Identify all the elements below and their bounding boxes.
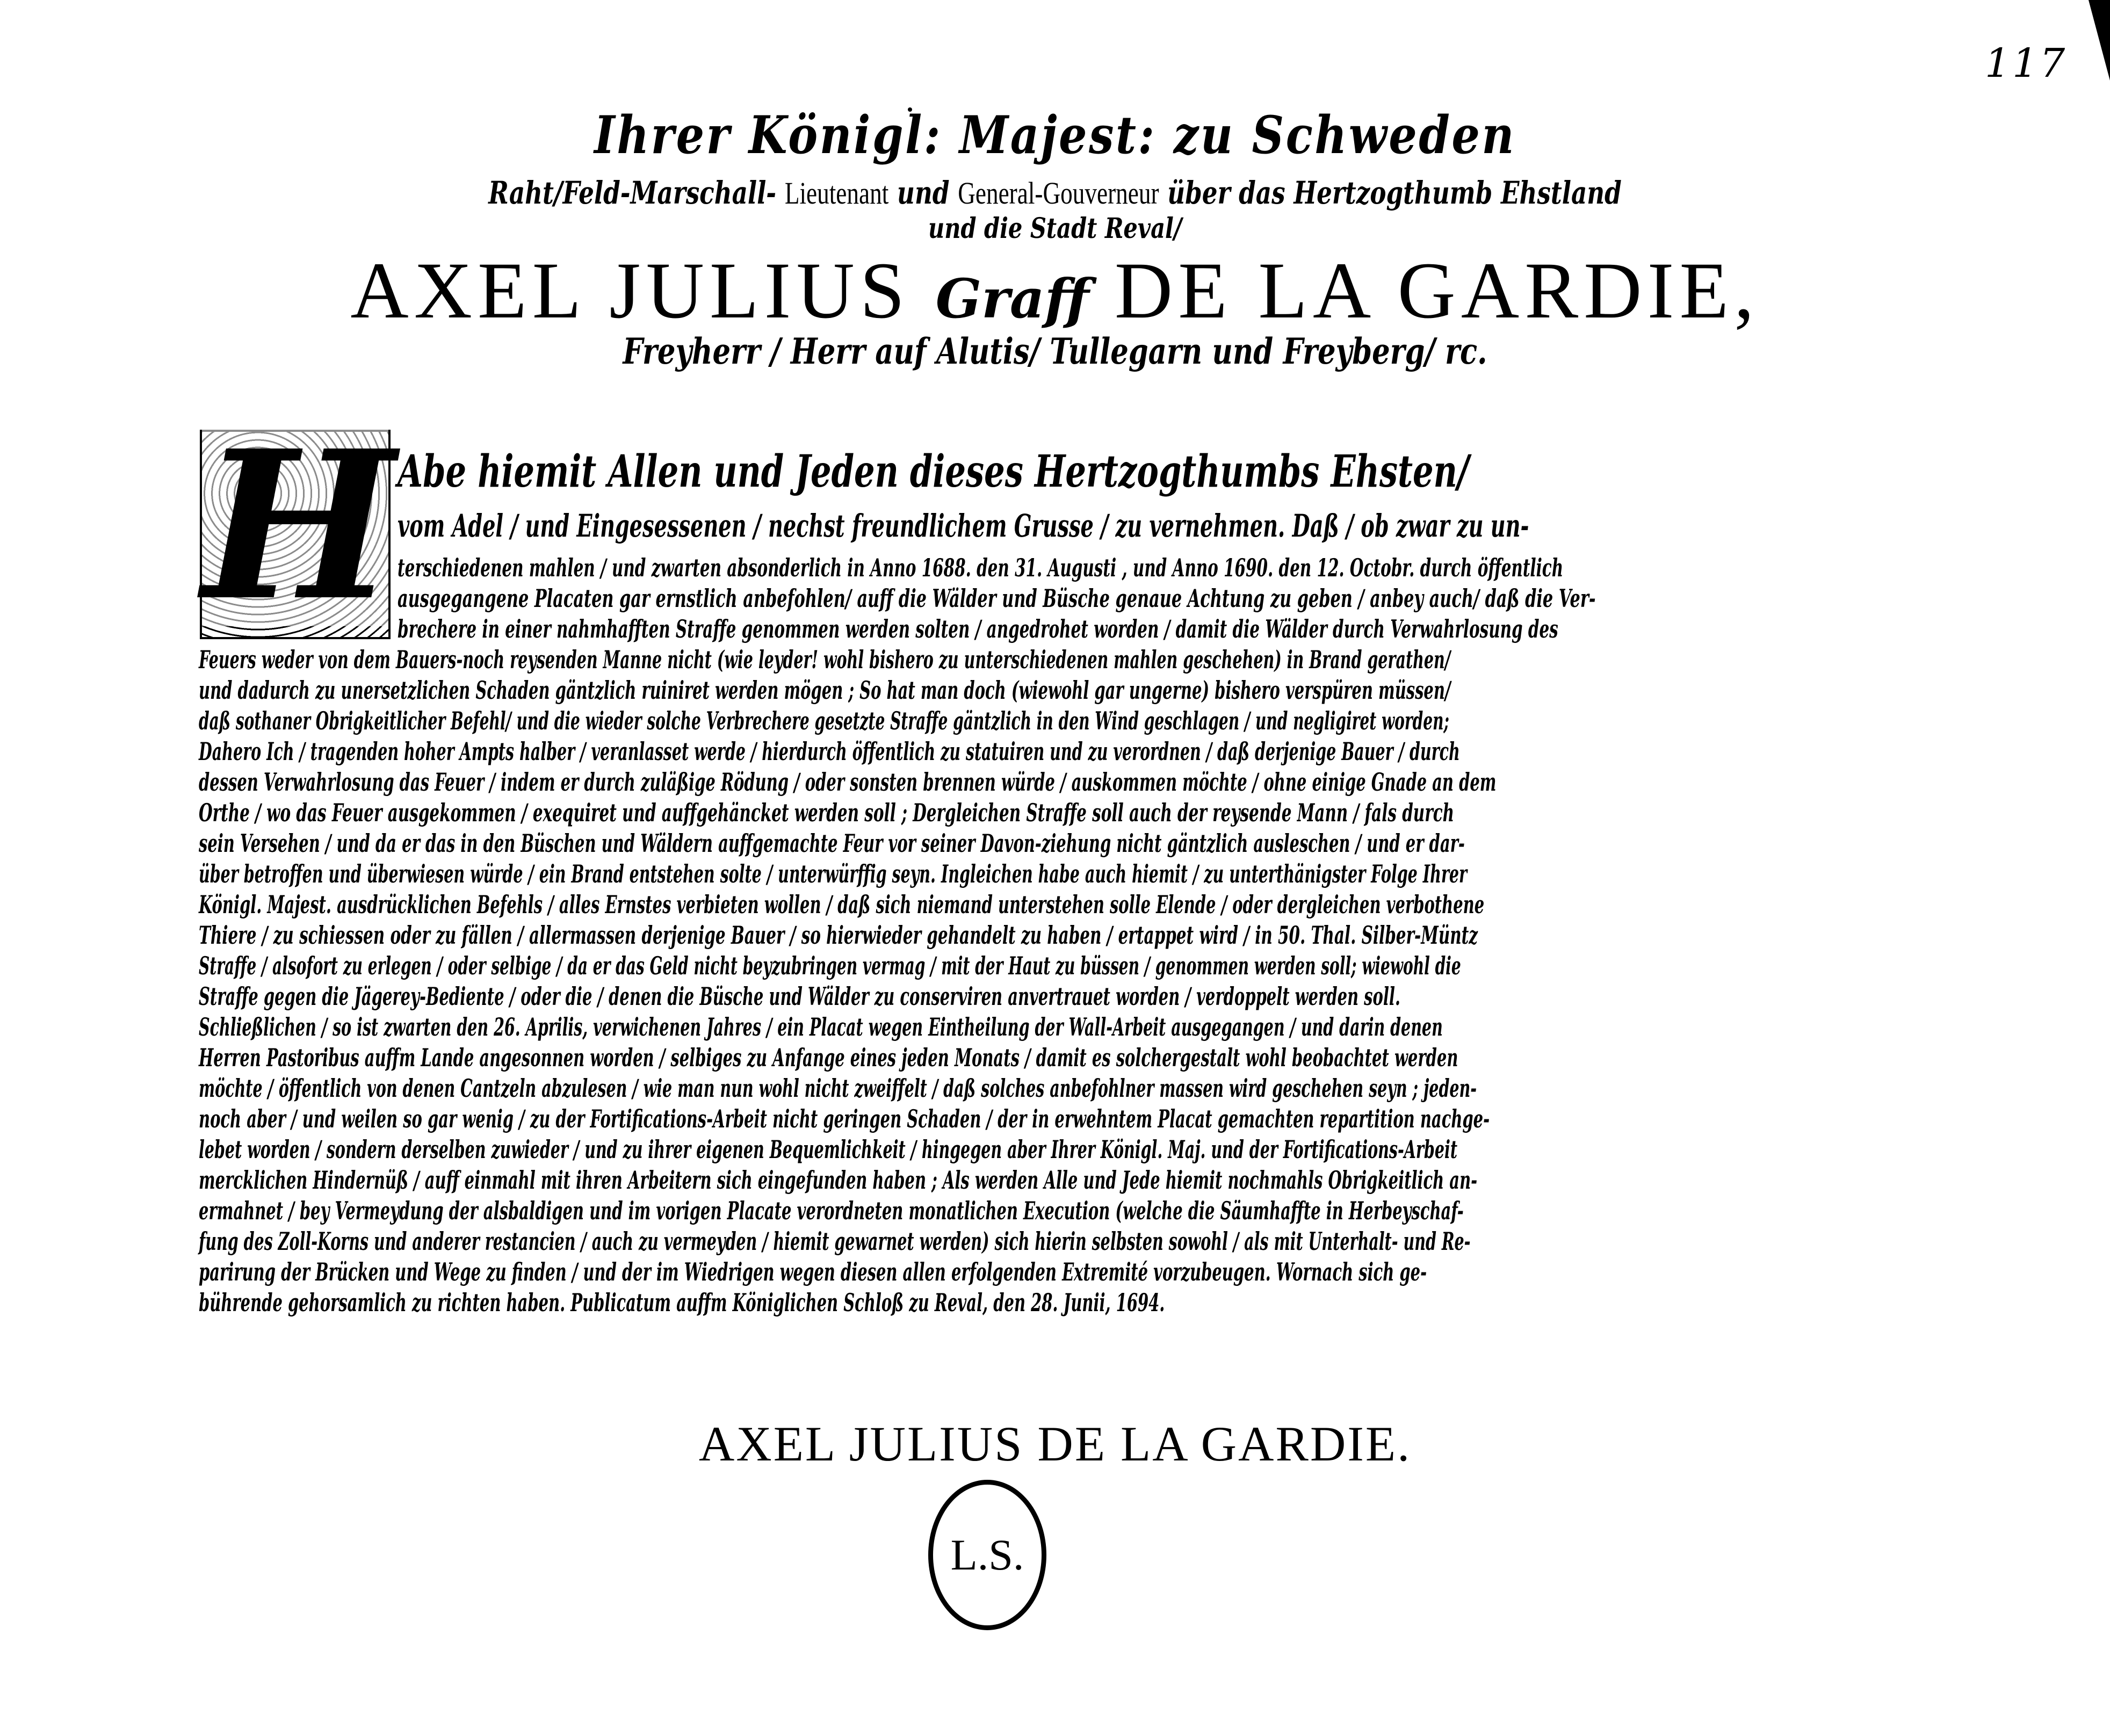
body-line: sein Versehen / und da er das in den Büschen und Wäldern auffgemachte Feur vor seiner Davon-ziehung nicht gäntzlich ausleschen / und er dar- [199, 829, 1465, 858]
body-line: möchte / öffentlich von denen Cantzeln abzulesen / wie man nun wohl nicht zweiffelt / daß solches anbefohlner massen wird geschehen seyn ; jeden- [199, 1074, 1477, 1103]
body-line: Schließlichen / so ist zwarten den 26. Aprilis, verwichenen Jahres / ein Placat wegen Eintheilung der Wall-Arbeit ausgegangen / und darin denen [199, 1012, 1443, 1041]
body-line: Thiere / zu schiessen oder zu fällen / allermassen derjenige Bauer / so hierwieder gehandelt zu haben / ertappet wird / in 50. Thal. Silber-Müntz [199, 921, 1478, 950]
body-line: Straffe gegen die Jägerey-Bediente / oder die / denen die Büsche und Wälder zu conserviren anvertrauet worden / verdoppelt werden soll. [199, 982, 1400, 1011]
heading-offices-part-a: Raht/Feld-Marschall- [488, 175, 777, 211]
seal-ellipse [928, 1480, 1046, 1630]
body-line: Abe hiemit Allen und Jeden dieses Hertzogthumbs Ehsten/ [398, 446, 1469, 497]
issuer-name-last: DE LA GARDIE, [1114, 246, 1760, 335]
issuer-titles: Freyherr / Herr auf Alutis/ Tullegarn und Freyberg/ rc. [623, 330, 1487, 372]
body-line: Straffe / alsofort zu erlegen / oder selbige / da er das Geld nicht beyzubringen vermag / mit der Haut zu büssen / genommen werden soll; wiewohl die [199, 951, 1461, 980]
seal-text: L.S. [950, 1530, 1024, 1579]
body-line: noch aber / und weilen so gar wenig / zu der Fortifications-Arbeit nicht geringen Schaden / der in erwehntem Placat gemachten repartition nachge- [199, 1104, 1490, 1133]
dropcap-letter: H [202, 406, 395, 646]
body-line: Königl. Majest. ausdrücklichen Befehls / alles Ernstes verbieten wollen / daß sich niemand unterstehen solle Elende / oder dergleichen verbothene [199, 890, 1485, 919]
body-line: über betroffen und überwiesen würde / ein Brand entstehen solte / unterwürffig seyn. Ingleichen habe auch hiemit / zu unterthänigster Folge Ihrer [199, 859, 1468, 888]
heading-offices-und: und [897, 175, 950, 211]
ornamental-dropcap [200, 406, 395, 646]
body-line: Feuers weder von dem Bauers-noch reysenden Manne nicht (wie leyder! wohl bishero zu unterschiedenen mahlen geschehen) in Brand gerathen/ [199, 645, 1451, 674]
body-line: Herren Pastoribus auffm Lande angesonnen worden / selbiges zu Anfange eines jeden Monats / damit es solchergestalt wohl beobachtet werden [199, 1043, 1458, 1072]
scan-edge-mark [2089, 0, 2110, 81]
issuer-name-title: Graff [935, 267, 1089, 330]
issuer-name [0, 244, 2110, 337]
heading-offices [232, 175, 1878, 211]
body-line: Orthe / wo das Feuer ausgekommen / exequiret und auffgehäncket werden soll ; Dergleichen Straffe soll auch der reysende Mann / fals durch [199, 798, 1455, 827]
body-line: und dadurch zu unersetzlichen Schaden gäntzlich ruiniret werden mögen ; So hat man doch (wiewohl gar ungerne) bishero verspüren müssen/ [199, 676, 1451, 705]
body-line: terschiedenen mahlen / und zwarten absonderlich in Anno 1688. den 31. Augusti , und Anno 1690. den 12. Octobr. durch öffentlich [398, 553, 1564, 582]
body-line: dessen Verwahrlosung das Feuer / indem er durch zuläßige Rödung / oder sonsten brennen würde / auskommen möchte / ohne einige Gnade an dem [199, 768, 1497, 797]
body-line: mercklichen Hindernüß / auff einmahl mit ihren Arbeitern sich eingefunden haben ; Als werden Alle und Jede hiemit nochmahls Obrigkeitlich an- [199, 1166, 1478, 1195]
heading-offices-lieutenant: Lieutenant [784, 176, 889, 211]
heading-offices-part-e: über das Hertzogthumb Ehstland [1167, 175, 1622, 211]
heading-city: und die Stadt Reval/ [928, 212, 1182, 245]
heading-offices-governor: General-Gouverneur [958, 176, 1159, 211]
issuer-name-first: AXEL JULIUS [350, 246, 911, 335]
body-line: Dahero Ich / tragenden hoher Ampts halber / veranlasset werde / hierdurch öffentlich zu statuiren und zu verordnen / daß derjenige Bauer / durch [199, 737, 1460, 766]
signature-name: AXEL JULIUS DE LA GARDIE. [698, 1416, 1412, 1471]
body-line: bührende gehorsamlich zu richten haben. Publicatum auffm Königlichen Schloß zu Reval, den 28. Junii, 1694. [199, 1288, 1165, 1317]
body-line: vom Adel / und Eingesessenen / nechst freundlichem Grusse / zu vernehmen. Daß / ob zwar zu un- [398, 508, 1529, 544]
body-line: fung des Zoll-Korns und anderer restancien / auch zu vermeyden / hiemit gewarnet werden) sich hierin selbsten sowohl / als mit Unterhalt- und Re- [199, 1227, 1471, 1256]
body-line: parirung der Brücken und Wege zu finden / und der im Wiedrigen wegen diesen allen erfolgenden Extremité vorzubeugen. Wornach sich ge- [199, 1257, 1427, 1286]
body-line: ermahnet / bey Vermeydung der alsbaldigen und im vorigen Placate verordneten monatlichen Execution (welche die Säumhaffte in Herbeyschaf- [199, 1196, 1464, 1225]
body-line: ausgegangene Placaten gar ernstlich anbefohlen/ auff die Wälder und Büsche genaue Achtung zu geben / anbey auch/ daß die Ver- [398, 584, 1596, 613]
heading-royal-title: Ihrer Königl: Majest: zu Schweden [594, 105, 1516, 165]
folio-number: 117 [1985, 40, 2068, 86]
body-line: daß sothaner Obrigkeitlicher Befehl/ und die wieder solche Verbrechere gesetzte Straffe gäntzlich in den Wind geschlagen / und negligiret worden; [199, 706, 1449, 735]
body-line: brechere in einer nahmhafften Straffe genommen werden solten / angedrohet worden / damit die Wälder durch Verwahrlosung des [398, 614, 1558, 643]
body-line: lebet worden / sondern derselben zuwieder / und zu ihrer eigenen Bequemlichkeit / hingegen aber Ihrer Königl. Maj. und der Fortifications-Arbeit [199, 1135, 1458, 1164]
